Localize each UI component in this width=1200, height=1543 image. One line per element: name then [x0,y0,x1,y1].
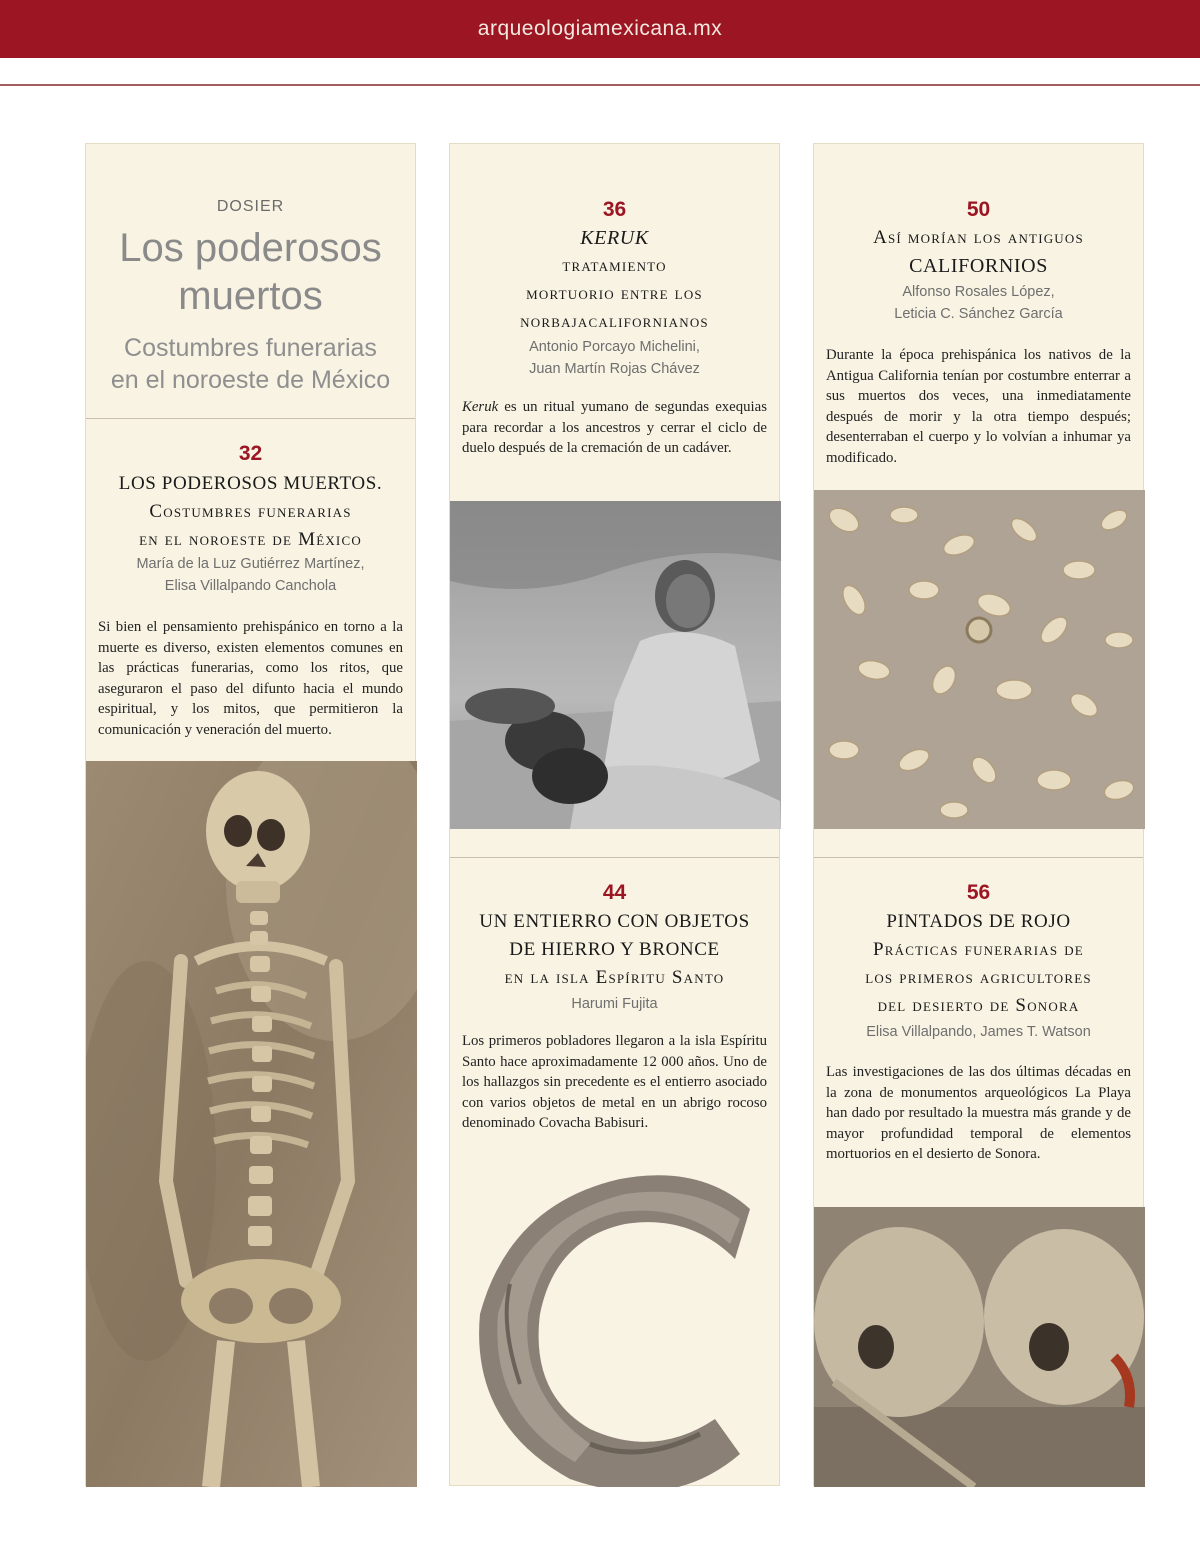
article-50-title-line1: Así morían los antiguos [873,227,1084,248]
article-56-author: Elisa Villalpando, James T. Watson [866,1024,1091,1040]
article-36-title-line2: tratamiento [562,255,667,276]
article-56-title-line2: Prácticas funerarias de [873,939,1084,960]
article-56-title-line1: PINTADOS DE ROJO [886,911,1071,932]
article-32-page[interactable]: 32 [238,442,263,465]
dossier-subtitle-line1: Costumbres funerarias [124,334,377,362]
panel-dossier [85,143,416,1486]
article-50-authors [814,281,1143,325]
metal-ring-photo [450,1164,781,1487]
site-header-bar [0,0,1200,58]
skeleton-photo [86,761,417,1487]
article-36-title-italic: KERUK [580,227,649,249]
dossier-title-line2: muertos [178,274,323,318]
keruk-woman-photo [450,501,781,829]
shells-photo [814,490,1145,829]
article-56-summary: Las investigaciones de las dos últimas décadas en la zona de monumentos arqueológicos La Playa han dado por resultado la muestra más grande y de mayor profundidad temporal de elementos mortuorios en el desierto de Sonora. [826,1064,1131,1162]
article-32-authors [86,553,415,597]
article-32-summary: Si bien el pensamiento prehispánico en torno a la muerte es diverso, existen elementos comunes en las prácticas funerarias, como los ritos, que aseguraron el paso del difunto hacia el mundo espiritual, y los mitos, que permitieron la comunicación y veneración del muerto. [98,619,403,738]
article-36-summary-text: es un ritual yumano de segundas exequias para recordar a los ancestros y cerrar el ciclo de duelo después de la cremación de un cadáver. [462,399,767,456]
article-36-title[interactable] [450,224,779,336]
panel-californios [813,143,1144,1486]
article-44-title-line3: en la isla Espíritu Santo [504,967,725,988]
skulls-photo [814,1207,1145,1487]
article-36-author1: Antonio Porcayo Michelini, [529,339,700,355]
article-36-summary [462,397,767,459]
article-44-title-line2: DE HIERRO Y BRONCE [509,939,720,960]
article-36-page[interactable]: 36 [602,198,627,221]
article-50-page[interactable]: 50 [966,198,991,221]
article-36-authors [450,336,779,380]
article-50-title[interactable] [814,224,1143,280]
dossier-divider [86,418,415,419]
article-32-title[interactable] [86,470,415,554]
site-url[interactable]: arqueologiamexicana.mx [477,17,723,40]
article-32-title-line2: Costumbres funerarias [149,501,352,522]
article-56-title[interactable] [814,908,1143,1020]
article-32-author1: María de la Luz Gutiérrez Martínez, [136,556,365,572]
article-36-title-line3: mortuorio entre los [526,283,703,304]
article-44-page[interactable]: 44 [602,881,627,904]
article-50-author1: Alfonso Rosales López, [902,284,1055,300]
dossier-title-line1: Los poderosos [119,226,382,270]
article-36-author2: Juan Martín Rojas Chávez [529,361,700,377]
article-44-author: Harumi Fujita [571,996,658,1012]
article-56-title-line4: del desierto de Sonora [877,995,1080,1016]
header-rule [0,84,1200,86]
californios-divider [814,857,1143,858]
keruk-divider [450,857,779,858]
dossier-title [86,224,415,320]
article-36-title-line4: norbajacalifornianos [520,311,709,332]
article-50-author2: Leticia C. Sánchez García [894,306,1063,322]
dossier-subtitle-line2: en el noroeste de México [110,366,391,394]
article-44-summary: Los primeros pobladores llegaron a la isla Espíritu Santo hace aproximadamente 12 000 años. Uno de los hallazgos sin precedente es el entierro asociado con varios objetos de metal en un abrigo rocoso denominado Covacha Babisuri. [462,1033,767,1131]
dossier-subtitle [86,332,415,396]
article-32-author2: Elisa Villalpando Canchola [164,578,337,594]
article-56-title-line3: los primeros agricultores [865,967,1092,988]
dossier-label: DOSIER [216,198,285,215]
article-44-title-line1: UN ENTIERRO CON OBJETOS [479,911,750,932]
article-50-title-line2: CALIFORNIOS [909,255,1048,277]
article-56-page[interactable]: 56 [966,881,991,904]
article-32-title-line3: en el noroeste de México [139,529,362,550]
article-44-title[interactable] [450,908,779,992]
article-32-title-line1: LOS PODEROSOS MUERTOS. [118,473,383,494]
panel-keruk [449,143,780,1486]
article-50-summary: Durante la época prehispánica los nativos de la Antigua California tenían por costumbre enterrar a sus muertos dos veces, una inmediatamente después de morir y la otra tiempo después; desenterraban el cuerpo y lo volvían a inhumar ya modificado. [826,347,1131,466]
article-36-summary-italic: Keruk [462,399,499,415]
